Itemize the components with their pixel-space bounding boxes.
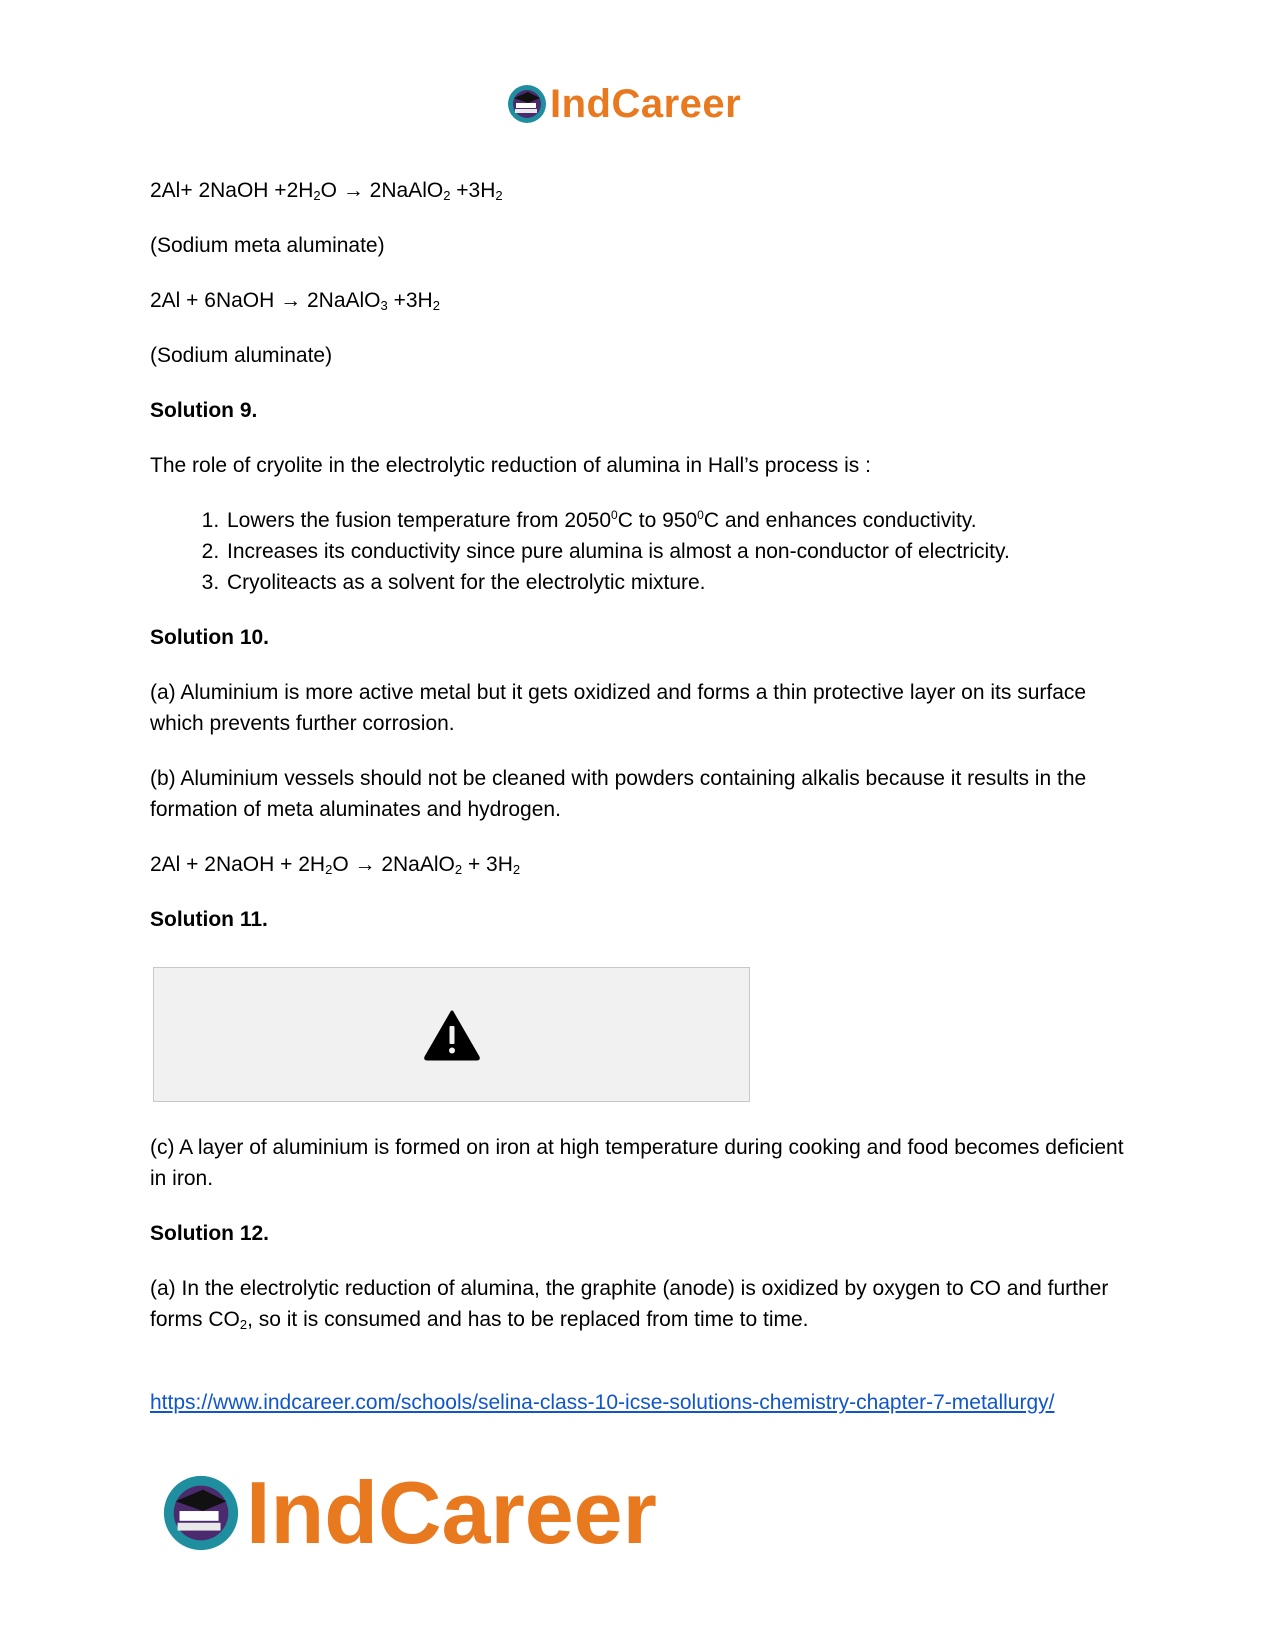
equation-2: 2Al + 6NaOH → 2NaAlO$_3$ $+3H_2$ [150, 289, 440, 313]
solution-9-intro: The role of cryolite in the electrolytic reduction of alumina in Hall’s process is : [150, 454, 871, 477]
source-link[interactable]: https://www.indcareer.com/schools/selina-class-10-icse-solutions-chemistry-chapter-7-metallurgy/ [150, 1391, 1055, 1414]
solution-12-a: (a) In the electrolytic reduction of alumina, the graphite (anode) is oxidized by oxygen to CO and further forms $CO_2$, so it is consumed and has to be replaced from time to time. [150, 1277, 1109, 1332]
solution-11-heading: Solution 11. [150, 908, 268, 931]
warning-icon [423, 1009, 481, 1061]
document-body-continued [150, 1132, 1130, 1359]
note-sodium-aluminate: (Sodium aluminate) [150, 344, 333, 367]
list-item: 1. Lowers the fusion temperature from 2050$^0$C to $950^0C$ and enhances conductivity. [225, 505, 1130, 536]
header-logo [506, 80, 776, 128]
footer-logo [160, 1463, 720, 1562]
solution-10-b: (b) Aluminium vessels should not be cleaned with powders containing alkalis because it results in the formation of meta aluminates and hydrogen. [150, 767, 1087, 821]
solution-10-equation: 2Al + 2NaOH + $2H_2O$ → 2NaAlO$_2$ + $3H_2$ [150, 853, 521, 877]
solution-12-heading: Solution 12. [150, 1222, 270, 1245]
solution-10-heading: Solution 10. [150, 626, 270, 649]
list-item: 3. Cryoliteacts as a solvent for the electrolytic mixture. [225, 567, 1130, 598]
document-body [150, 175, 1130, 959]
solution-11-c: (c) A layer of aluminium is formed on iron at high temperature during cooking and food becomes deficient in iron. [150, 1136, 1124, 1190]
solution-9-list [150, 505, 1130, 598]
list-item: 2. Increases its conductivity since pure alumina is almost a non-conductor of electricity. [225, 536, 1130, 567]
solution-9-heading: Solution 9. [150, 399, 258, 422]
logo-globe-icon [506, 83, 548, 125]
logo-globe-icon [160, 1472, 242, 1554]
equation-1: 2Al+ 2NaOH $+2H_2O$ → 2NaAlO$_2$ $+3H_2$ [150, 179, 503, 203]
logo-wordmark: IndCareer [246, 1463, 657, 1562]
broken-image-placeholder [153, 967, 750, 1102]
note-sodium-meta-aluminate: (Sodium meta aluminate) [150, 234, 385, 257]
solution-10-a: (a) Aluminium is more active metal but it gets oxidized and forms a thin protective layer on its surface which prevents further corrosion. [150, 681, 1087, 735]
logo-wordmark: IndCareer [550, 81, 742, 126]
